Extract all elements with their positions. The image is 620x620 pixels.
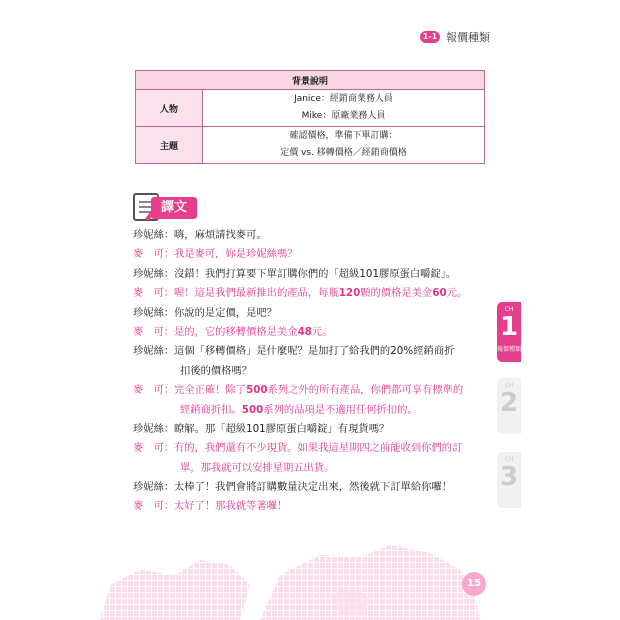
speaker: 麥 可： (133, 325, 175, 338)
row-value-topic (203, 127, 485, 164)
line-text: 經銷商折扣。500系列的品項是不適用任何折扣的。 (180, 403, 418, 416)
dialogue-line (133, 478, 493, 497)
line-text: 扣後的價格嗎？ (180, 364, 253, 377)
chapter-prefix: CH (504, 382, 514, 389)
dialogue-line (133, 420, 493, 439)
chapter-label: 報價種類 (497, 346, 522, 353)
section-title: 報價種類 (446, 31, 490, 44)
dialogue-line (133, 401, 493, 420)
line-text: 太好了！那我就等著囉！ (174, 500, 288, 513)
dialogue-line (133, 497, 493, 516)
dialogue-line (133, 362, 493, 381)
speaker: 珍妮絲： (133, 267, 175, 280)
line-text: 有的，我們還有不少現貨。如果我這星期四之前能收到你們的訂 (174, 442, 463, 455)
line-text: 喔！這是我們最新推出的產品，每瓶120顆的價格是美金60元。 (174, 287, 468, 300)
speaker: 珍妮絲： (133, 481, 175, 494)
line-text: 太棒了！我們會將訂購數量決定出來，然後就下訂單給你囉！ (174, 481, 453, 494)
value-line: Janice：經銷商業務人員 (294, 94, 393, 104)
speaker: 珍妮絲： (133, 229, 175, 241)
line-text: 沒錯！我們打算要下單訂購你們的「超級101膠原蛋白嚼錠」。 (174, 267, 457, 280)
chapter-prefix: CH (504, 306, 514, 313)
chapter-tab-3[interactable] (497, 452, 521, 508)
translation-heading (133, 193, 213, 223)
dialogue (133, 226, 493, 517)
table-title: 背景說明 (136, 71, 485, 90)
world-map-decoration (80, 515, 540, 620)
value-line: 定價 vs. 移轉價格／經銷商價格 (280, 148, 407, 158)
background-table (135, 70, 485, 164)
chapter-number: 3 (499, 462, 519, 492)
speaker: 麥 可： (133, 500, 175, 513)
line-text: 你說的是定價，是吧？ (174, 306, 277, 319)
translation-label: 譯文 (151, 197, 197, 219)
line-text: 是的，它的移轉價格是美金48元。 (174, 325, 333, 338)
value-line: Mike：原廠業務人員 (301, 111, 386, 121)
chapter-number: 1 (499, 312, 519, 342)
section-badge: 1-1 (420, 31, 440, 43)
speaker: 麥 可： (133, 384, 175, 397)
dialogue-line (133, 284, 493, 303)
line-text: 單，那我就可以安排星期五出貨。 (180, 461, 335, 474)
dialogue-line (133, 304, 493, 323)
page-number: 15 (462, 572, 486, 596)
row-value-characters (203, 90, 485, 127)
dialogue-line (133, 459, 493, 478)
row-label-characters: 人物 (136, 90, 203, 127)
line-text: 完全正確！除了500系列之外的所有產品，你們都可享有標準的 (174, 384, 464, 397)
line-text: 瞭解。那「超級101膠原蛋白嚼錠」有現貨嗎？ (174, 422, 390, 435)
dialogue-line (133, 245, 493, 264)
chapter-prefix: CH (504, 456, 514, 463)
line-text: 這個「移轉價格」是什麼呢？是加打了給我們的20%經銷商折 (174, 345, 455, 358)
dialogue-line (133, 381, 493, 400)
page-header (0, 28, 620, 48)
speaker: 珍妮絲： (133, 422, 175, 435)
speaker: 麥 可： (133, 442, 175, 455)
speaker: 珍妮絲： (133, 345, 175, 358)
dialogue-line (133, 323, 493, 342)
speaker: 珍妮絲： (133, 306, 175, 319)
speaker: 麥 可： (133, 287, 175, 300)
value-line: 確認價格，準備下單訂購： (289, 131, 398, 141)
speaker: 麥 可： (133, 248, 175, 261)
chapter-tab-1[interactable] (497, 302, 521, 362)
dialogue-line (133, 265, 493, 284)
row-label-topic: 主題 (136, 127, 203, 164)
dialogue-line (133, 226, 493, 245)
dialogue-line (133, 342, 493, 361)
chapter-number: 2 (499, 388, 519, 418)
line-text: 嗨，麻煩請找麥可。 (174, 229, 267, 241)
dialogue-line (133, 439, 493, 458)
chapter-tab-2[interactable] (497, 378, 521, 434)
line-text: 我是麥可，妳是珍妮絲嗎？ (174, 248, 298, 261)
